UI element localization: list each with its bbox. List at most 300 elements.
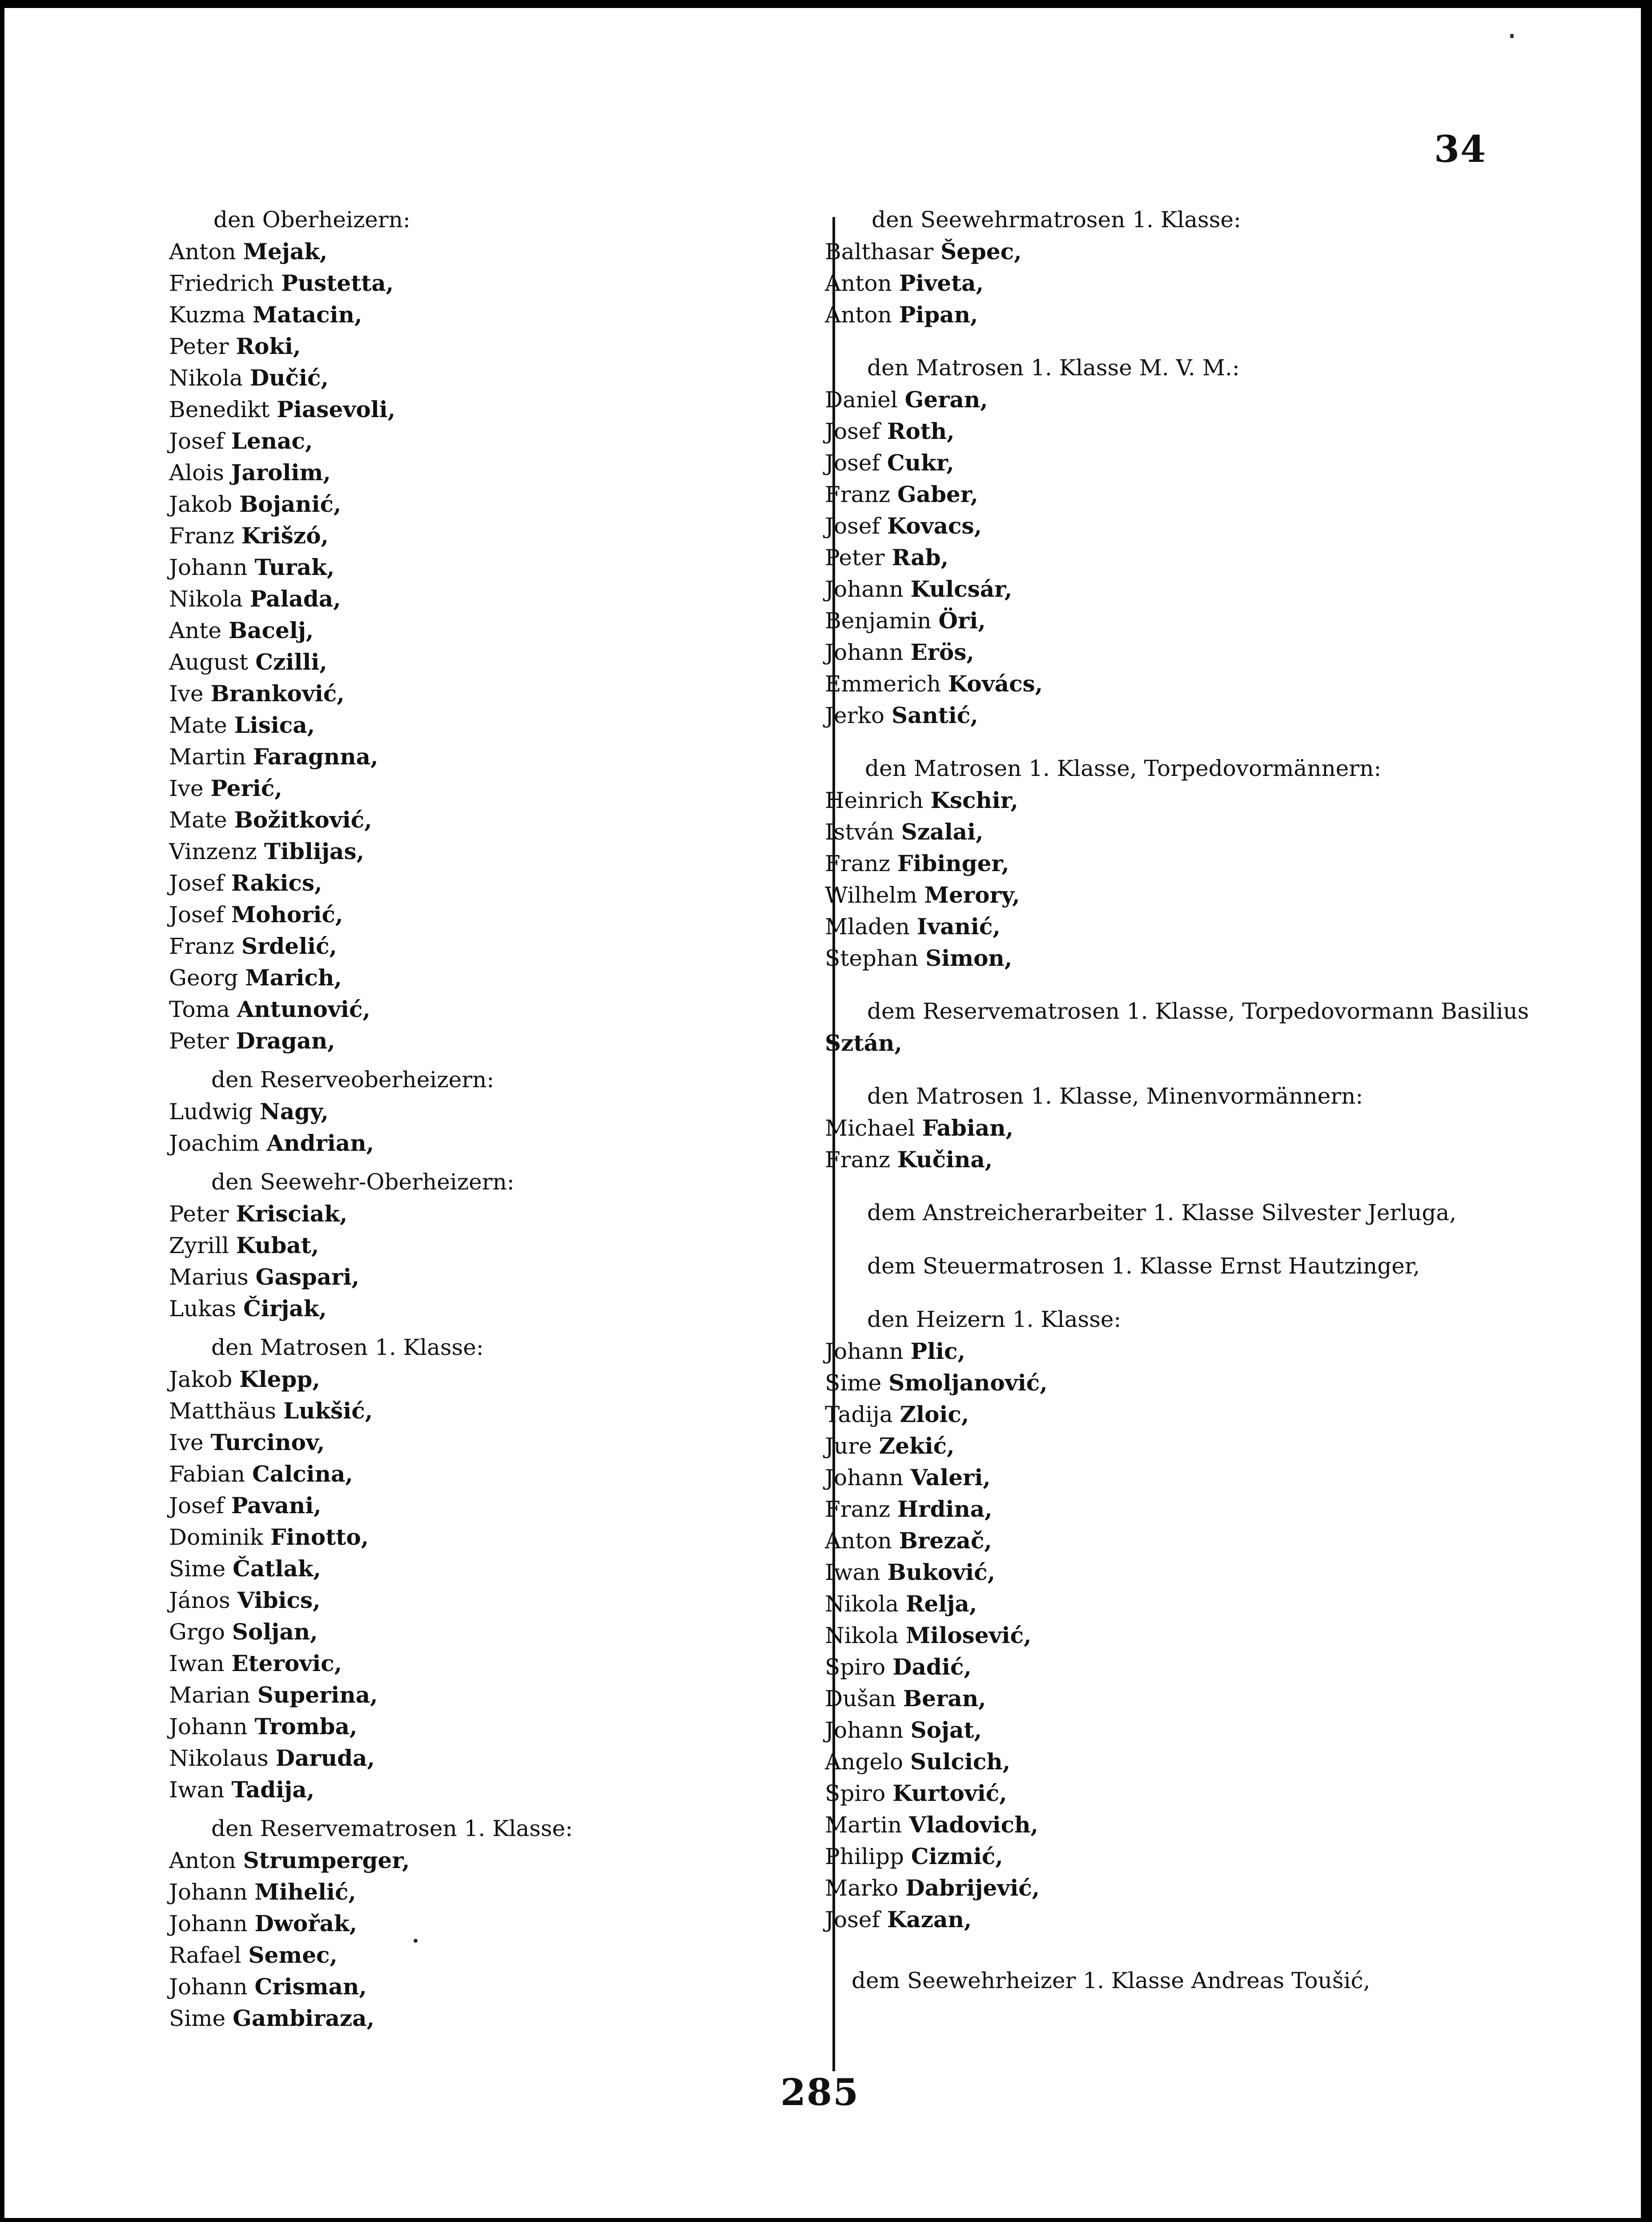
name-entry — [825, 447, 1492, 478]
name-entry — [169, 804, 814, 836]
surname: Dragan, — [236, 1028, 335, 1054]
surname: Erös, — [910, 639, 974, 665]
name-entry — [825, 1556, 1492, 1588]
spacer — [825, 330, 1492, 352]
surname: Lenac, — [231, 428, 313, 454]
given-name: Jakob — [169, 1366, 233, 1392]
given-name: August — [169, 649, 249, 675]
section-heading: dem Seewehrheizer 1. Klasse Andreas Toušić, — [852, 1968, 1371, 1993]
surname: Öri, — [938, 607, 986, 634]
name-entry — [169, 267, 814, 299]
surname: Fabian, — [922, 1115, 1013, 1141]
surname: Klepp, — [239, 1366, 320, 1392]
name-entry — [169, 1742, 814, 1774]
section-heading: dem Reservematrosen 1. Klasse, Torpedovormann Basilius — [867, 998, 1529, 1024]
surname: Kulcsár, — [910, 576, 1013, 602]
given-name: Joachim — [169, 1130, 260, 1156]
name-entry — [169, 1230, 814, 1261]
surname: Srdelić, — [241, 933, 337, 959]
surname: Calcina, — [252, 1461, 353, 1487]
name-entry — [169, 520, 814, 551]
surname: Dadić, — [892, 1654, 972, 1680]
surname: Plic, — [910, 1338, 965, 1364]
given-name: Ive — [169, 775, 204, 801]
name-entry — [825, 1714, 1492, 1746]
surname: Strumperger, — [243, 1847, 410, 1873]
given-name: Josef — [825, 450, 880, 476]
name-entry — [169, 1616, 814, 1647]
surname: Matacin, — [252, 301, 362, 328]
surname: Gaber, — [897, 481, 978, 507]
name-entry — [169, 993, 814, 1025]
name-entry — [825, 605, 1492, 636]
name-entry — [169, 394, 814, 425]
given-name: Kuzma — [169, 302, 246, 328]
surname: Turcinov, — [210, 1429, 325, 1455]
given-name: Peter — [169, 1028, 229, 1054]
name-entry — [825, 267, 1492, 299]
surname: Sztán, — [825, 1030, 902, 1056]
surname: Bojanić, — [239, 491, 342, 517]
name-entry — [169, 962, 814, 993]
name-entry — [169, 299, 814, 330]
given-name: Iwan — [169, 1651, 225, 1676]
given-name: Iwan — [825, 1559, 880, 1585]
stray-ink-mark — [1510, 34, 1514, 38]
surname: Bacelj, — [228, 617, 314, 643]
surname: Kschir, — [930, 787, 1018, 813]
given-name: Martin — [169, 744, 246, 770]
surname: Branković, — [210, 680, 345, 707]
name-entry — [169, 1025, 814, 1057]
surname: Mihelić, — [254, 1879, 356, 1905]
given-name: Michael — [825, 1115, 915, 1141]
surname: Cizmić, — [911, 1843, 1003, 1869]
given-name: Josef — [169, 870, 224, 896]
name-entry — [169, 678, 814, 709]
surname: Rab, — [892, 544, 949, 571]
given-name: Johann — [169, 1879, 248, 1905]
name-entry — [169, 362, 814, 394]
spacer — [169, 1324, 814, 1331]
given-name: Johann — [169, 1911, 248, 1937]
spacer — [825, 1059, 1492, 1080]
section-heading: den Seewehr-Oberheizern: — [211, 1169, 514, 1195]
surname: Kurtović, — [892, 1780, 1007, 1806]
surname: Ivanić, — [916, 913, 1001, 940]
surname: Pustetta, — [281, 270, 394, 296]
name-entry — [825, 299, 1492, 330]
surname: Simon, — [925, 945, 1013, 971]
spacer — [825, 1282, 1492, 1303]
page-number-bottom: 285 — [780, 2071, 860, 2114]
given-name: Johann — [169, 554, 248, 580]
given-name: Josef — [825, 513, 880, 539]
surname: Daruda, — [275, 1745, 375, 1771]
name-entry — [169, 1458, 814, 1490]
spacer — [825, 1175, 1492, 1197]
name-entry — [825, 1430, 1492, 1462]
given-name: Jakob — [169, 491, 233, 517]
given-name: Philipp — [825, 1844, 904, 1869]
name-entry — [169, 1971, 814, 2002]
given-name: Daniel — [825, 387, 898, 413]
given-name: Spiro — [825, 1780, 886, 1806]
name-entry — [169, 741, 814, 772]
name-entry — [169, 488, 814, 520]
surname: Dwořak, — [254, 1910, 358, 1937]
surname: Smoljanović, — [888, 1370, 1048, 1396]
given-name: Anton — [825, 302, 892, 328]
given-name: Josef — [169, 902, 224, 928]
given-name: Angelo — [825, 1749, 904, 1775]
stray-ink-dot — [414, 1939, 418, 1943]
spacer — [825, 1935, 1492, 1965]
name-entry — [825, 1367, 1492, 1398]
given-name: Balthasar — [825, 239, 934, 265]
name-entry — [825, 384, 1492, 415]
given-name: Nikola — [169, 365, 243, 391]
surname: Lisica, — [234, 712, 315, 738]
surname: Perić, — [210, 775, 282, 801]
name-entry — [169, 1490, 814, 1521]
name-entry — [169, 1426, 814, 1458]
name-entry — [825, 668, 1492, 699]
name-entry — [169, 709, 814, 741]
surname: Sojat, — [910, 1717, 982, 1743]
surname: Finotto, — [270, 1524, 369, 1550]
given-name: Dušan — [825, 1686, 896, 1712]
given-name: Emmerich — [825, 671, 941, 697]
given-name: Johann — [169, 1714, 248, 1740]
surname: Krišzó, — [241, 522, 329, 549]
given-name: Sime — [169, 1556, 226, 1582]
surname: Valeri, — [910, 1464, 991, 1491]
name-entry — [169, 930, 814, 962]
name-entry — [825, 542, 1492, 573]
surname: Czilli, — [255, 649, 327, 675]
surname: Semec, — [248, 1942, 338, 1968]
given-name: Heinrich — [825, 788, 924, 813]
name-entry — [169, 836, 814, 867]
name-entry — [169, 1939, 814, 1971]
surname: Kučina, — [897, 1146, 993, 1173]
name-entry — [169, 236, 814, 267]
spacer — [169, 1159, 814, 1166]
name-entry — [825, 1027, 1492, 1059]
given-name: Peter — [169, 1201, 229, 1227]
name-entry — [169, 772, 814, 804]
given-name: Mate — [169, 712, 227, 738]
given-name: Spiro — [825, 1654, 886, 1680]
surname: Piasevoli, — [277, 396, 396, 422]
surname: Fibinger, — [897, 850, 1009, 876]
name-entry — [169, 2002, 814, 2034]
name-entry — [169, 1679, 814, 1711]
given-name: Benjamin — [825, 608, 932, 634]
surname: Roth, — [887, 418, 955, 444]
given-name: Iwan — [169, 1777, 225, 1803]
name-entry — [825, 1144, 1492, 1175]
surname: Zekić, — [879, 1433, 955, 1459]
surname: Superina, — [257, 1682, 378, 1708]
surname: Zloic, — [900, 1401, 969, 1427]
given-name: Nikola — [825, 1623, 899, 1648]
given-name: Friedrich — [169, 270, 274, 296]
page-number-top: 34 — [1434, 128, 1487, 171]
given-name: Marian — [169, 1682, 250, 1708]
given-name: Ludwig — [169, 1099, 253, 1125]
name-entry — [825, 510, 1492, 542]
given-name: Jure — [825, 1433, 872, 1459]
spacer — [825, 1229, 1492, 1250]
name-entry — [169, 899, 814, 930]
given-name: Ante — [169, 618, 221, 643]
surname: Antunović, — [237, 996, 370, 1022]
given-name: Rafael — [169, 1942, 241, 1968]
surname: Tromba, — [254, 1713, 358, 1740]
given-name: Matthäus — [169, 1398, 277, 1424]
name-entry — [825, 1651, 1492, 1683]
given-name: Mate — [169, 807, 227, 833]
name-entry — [169, 1363, 814, 1395]
given-name: Peter — [169, 334, 229, 359]
name-entry — [825, 942, 1492, 974]
name-entry — [825, 1683, 1492, 1714]
given-name: Johann — [825, 1717, 904, 1743]
surname: Dučić, — [249, 365, 329, 391]
surname: Tiblijas, — [264, 838, 365, 864]
left-column — [169, 204, 814, 2034]
name-entry — [169, 1127, 814, 1159]
name-entry — [825, 1112, 1492, 1144]
name-entry — [169, 1584, 814, 1616]
given-name: Fabian — [169, 1461, 245, 1487]
name-entry — [169, 1261, 814, 1293]
name-entry — [825, 1904, 1492, 1935]
name-entry — [825, 699, 1492, 731]
surname: Beran, — [903, 1685, 986, 1712]
surname: Soljan, — [232, 1619, 318, 1645]
name-entry — [169, 1521, 814, 1553]
surname: Eterovic, — [231, 1650, 342, 1676]
section-heading: den Oberheizern: — [213, 207, 410, 233]
surname: Andrian, — [266, 1130, 374, 1156]
surname: Kubat, — [236, 1232, 319, 1258]
given-name: Marko — [825, 1875, 899, 1901]
given-name: Sime — [825, 1370, 882, 1396]
surname: Tadija, — [231, 1776, 315, 1803]
name-entry — [825, 1840, 1492, 1872]
spacer — [169, 1057, 814, 1064]
name-entry — [169, 615, 814, 646]
section-heading: den Matrosen 1. Klasse: — [211, 1334, 484, 1360]
surname: Pavani, — [231, 1492, 322, 1519]
surname: Gambiraza, — [233, 2005, 375, 2031]
surname: Pipan, — [899, 301, 978, 328]
name-entry — [169, 1844, 814, 1876]
name-entry — [825, 1462, 1492, 1493]
surname: Lukšić, — [283, 1398, 373, 1424]
name-entry — [169, 1774, 814, 1805]
given-name: Martin — [825, 1812, 902, 1838]
surname: Jarolim, — [231, 459, 331, 486]
name-entry — [169, 457, 814, 488]
given-name: Wilhelm — [825, 882, 917, 908]
given-name: István — [825, 819, 894, 845]
name-entry — [169, 1198, 814, 1230]
given-name: Anton — [169, 1848, 236, 1873]
surname: Čirjak, — [243, 1295, 327, 1322]
name-entry — [169, 1908, 814, 1939]
given-name: Franz — [169, 523, 234, 549]
name-entry — [825, 816, 1492, 848]
right-column — [825, 204, 1529, 1997]
spacer — [825, 974, 1492, 995]
section-heading: den Matrosen 1. Klasse M. V. M.: — [867, 355, 1240, 381]
name-entry — [825, 1588, 1492, 1619]
given-name: Franz — [825, 1496, 890, 1522]
name-entry — [169, 1876, 814, 1908]
name-entry — [169, 551, 814, 583]
surname: Santić, — [891, 702, 978, 728]
surname: Sulcich, — [910, 1748, 1011, 1775]
given-name: Nikola — [825, 1591, 899, 1617]
given-name: Johann — [169, 1974, 248, 2000]
name-entry — [169, 646, 814, 678]
given-name: Jerko — [825, 703, 884, 728]
surname: Faragnna, — [253, 743, 378, 770]
name-entry — [169, 330, 814, 362]
given-name: János — [169, 1587, 230, 1613]
name-entry — [169, 1553, 814, 1584]
given-name: Toma — [169, 996, 230, 1022]
name-entry — [169, 867, 814, 899]
given-name: Josef — [169, 1493, 224, 1519]
name-entry — [825, 1525, 1492, 1556]
name-entry — [825, 1809, 1492, 1840]
name-entry — [825, 1398, 1492, 1430]
given-name: Grgo — [169, 1619, 225, 1645]
name-entry — [825, 1619, 1492, 1651]
section-heading: dem Steuermatrosen 1. Klasse Ernst Hautzinger, — [867, 1253, 1420, 1279]
name-entry — [825, 236, 1492, 267]
given-name: Franz — [825, 1147, 890, 1173]
given-name: Johann — [825, 576, 904, 602]
given-name: Benedikt — [169, 397, 270, 422]
surname: Mejak, — [243, 238, 328, 265]
surname: Mohorić, — [231, 901, 343, 928]
given-name: Dominik — [169, 1524, 264, 1550]
name-entry — [169, 583, 814, 615]
section-heading: den Matrosen 1. Klasse, Minenvormännern: — [867, 1083, 1363, 1109]
name-entry — [825, 879, 1492, 911]
given-name: Josef — [825, 418, 880, 444]
name-entry — [825, 573, 1492, 605]
given-name: Ive — [169, 1430, 204, 1455]
document-page — [4, 8, 1641, 2218]
name-entry — [169, 425, 814, 457]
given-name: Stephan — [825, 945, 919, 971]
given-name: Franz — [825, 482, 890, 507]
name-entry — [825, 1335, 1492, 1367]
given-name: Johann — [825, 639, 904, 665]
given-name: Anton — [825, 1528, 892, 1554]
spacer — [825, 731, 1492, 752]
surname: Relja, — [905, 1591, 977, 1617]
surname: Kovács, — [948, 671, 1043, 697]
surname: Marich, — [245, 964, 342, 991]
name-entry — [169, 1395, 814, 1426]
given-name: Mladen — [825, 914, 910, 940]
surname: Vibics, — [237, 1587, 321, 1613]
given-name: Tadija — [825, 1402, 893, 1427]
given-name: Josef — [169, 428, 224, 454]
name-entry — [825, 415, 1492, 447]
given-name: Zyrill — [169, 1233, 229, 1258]
surname: Hrdina, — [897, 1496, 993, 1522]
given-name: Franz — [825, 851, 890, 876]
surname: Čatlak, — [233, 1555, 321, 1582]
given-name: Georg — [169, 965, 238, 991]
surname: Kovacs, — [887, 513, 982, 539]
surname: Krisciak, — [236, 1201, 348, 1227]
surname: Vladovich, — [909, 1812, 1038, 1838]
given-name: Johann — [825, 1465, 904, 1491]
surname: Rakics, — [231, 870, 322, 896]
surname: Crisman, — [254, 1973, 367, 2000]
name-entry — [825, 911, 1492, 942]
surname: Piveta, — [899, 270, 984, 296]
given-name: Franz — [169, 933, 234, 959]
given-name: Johann — [825, 1338, 904, 1364]
name-entry — [825, 478, 1492, 510]
section-heading: den Heizern 1. Klasse: — [867, 1306, 1121, 1332]
name-entry — [169, 1647, 814, 1679]
name-entry — [169, 1711, 814, 1742]
section-heading: den Reservematrosen 1. Klasse: — [211, 1816, 573, 1841]
given-name: Anton — [169, 239, 236, 265]
surname: Brezač, — [899, 1527, 992, 1554]
surname: Szalai, — [901, 819, 984, 845]
surname: Dabrijević, — [905, 1875, 1040, 1901]
given-name: Josef — [825, 1907, 880, 1933]
spacer — [169, 1805, 814, 1812]
given-name: Sime — [169, 2005, 226, 2031]
name-entry — [825, 1777, 1492, 1809]
surname: Merory, — [924, 882, 1020, 908]
given-name: Nikolaus — [169, 1745, 269, 1771]
given-name: Peter — [825, 545, 885, 571]
name-entry — [825, 1493, 1492, 1525]
surname: Turak, — [254, 554, 335, 580]
name-entry — [825, 848, 1492, 879]
name-entry — [825, 784, 1492, 816]
name-entry — [825, 1746, 1492, 1777]
name-entry — [825, 1872, 1492, 1904]
section-heading: den Matrosen 1. Klasse, Torpedovormännern: — [865, 755, 1382, 781]
given-name: Marius — [169, 1264, 249, 1290]
given-name: Ive — [169, 681, 204, 707]
surname: Geran, — [904, 386, 988, 413]
surname: Kazan, — [887, 1906, 972, 1933]
surname: Nagy, — [260, 1098, 329, 1125]
section-heading: den Reserveoberheizern: — [211, 1067, 494, 1093]
name-entry — [825, 636, 1492, 668]
given-name: Vinzenz — [169, 839, 257, 864]
surname: Gaspari, — [255, 1264, 360, 1290]
surname: Božitković, — [234, 807, 372, 833]
